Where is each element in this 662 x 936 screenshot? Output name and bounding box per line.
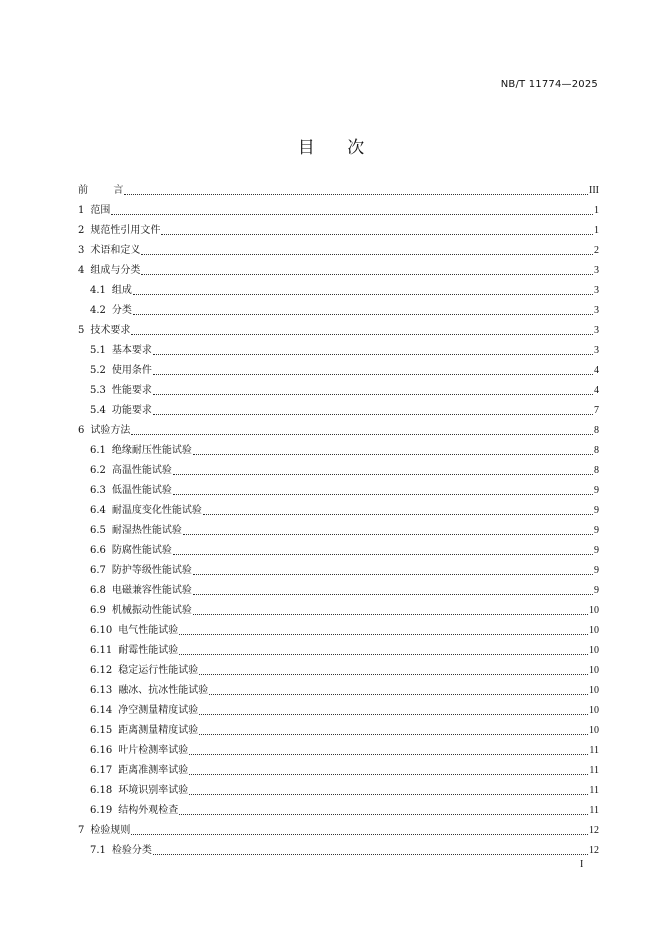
toc-entry-number: 6.18	[90, 785, 113, 796]
toc-entry-number: 5	[78, 325, 85, 336]
toc-entry[interactable]	[78, 238, 599, 258]
toc-leader-dots	[133, 313, 593, 315]
toc-entry-label: 环境识别率试验	[118, 785, 189, 796]
table-of-contents	[78, 178, 599, 858]
toc-leader-dots	[153, 853, 588, 855]
toc-leader-dots	[153, 373, 593, 375]
toc-entry[interactable]	[78, 798, 599, 818]
toc-entry[interactable]	[78, 218, 599, 238]
toc-entry-label: 叶片检测率试验	[118, 745, 189, 756]
toc-entry[interactable]	[78, 518, 599, 538]
toc-leader-dots	[189, 753, 588, 755]
toc-entry-number: 7	[78, 825, 85, 836]
toc-entry-number: 6.4	[90, 505, 106, 516]
toc-entry[interactable]	[78, 198, 599, 218]
toc-entry-page: 2	[594, 245, 599, 256]
toc-entry-label: 检验分类	[111, 845, 152, 856]
toc-entry-page: 11	[589, 805, 599, 816]
toc-leader-dots	[173, 493, 593, 495]
toc-entry-page: 9	[594, 565, 599, 576]
toc-entry-page: 12	[589, 845, 599, 856]
toc-leader-dots	[153, 353, 593, 355]
toc-entry-number: 6.6	[90, 545, 106, 556]
toc-leader-dots	[179, 653, 588, 655]
toc-entry-page: 10	[589, 685, 599, 696]
toc-entry-page: 1	[594, 225, 599, 236]
toc-leader-dots	[193, 593, 593, 595]
toc-entry-number: 6	[78, 425, 85, 436]
toc-entry-label: 电磁兼容性能试验	[111, 585, 192, 596]
toc-leader-dots	[173, 473, 593, 475]
toc-entry[interactable]	[78, 278, 599, 298]
toc-leader-dots	[133, 293, 593, 295]
toc-entry-number: 6.14	[90, 705, 113, 716]
toc-entry-number: 5.2	[90, 365, 106, 376]
toc-entry[interactable]	[78, 678, 599, 698]
toc-entry-number: 6.13	[90, 685, 113, 696]
toc-entry[interactable]	[78, 818, 599, 838]
toc-entry-label: 融冰、抗冰性能试验	[118, 685, 209, 696]
toc-entry-number: 1	[78, 205, 85, 216]
toc-entry-number: 6.1	[90, 445, 106, 456]
toc-leader-dots	[131, 333, 593, 335]
toc-leader-dots	[193, 573, 593, 575]
toc-entry[interactable]	[78, 618, 599, 638]
toc-entry-label: 距离准测率试验	[118, 765, 189, 776]
toc-entry-label: 防腐性能试验	[111, 545, 172, 556]
toc-entry-label: 试验方法	[90, 425, 131, 436]
toc-entry[interactable]	[78, 638, 599, 658]
toc-entry-page: 10	[589, 645, 599, 656]
toc-entry[interactable]	[78, 578, 599, 598]
toc-entry-page: 8	[594, 425, 599, 436]
toc-entry-page: 4	[594, 365, 599, 376]
toc-entry[interactable]	[78, 838, 599, 858]
toc-entry-page: 1	[594, 205, 599, 216]
toc-leader-dots	[193, 453, 593, 455]
toc-entry-page: III	[589, 185, 599, 196]
toc-entry-label: 距离测量精度试验	[118, 725, 199, 736]
toc-entry-number: 5.3	[90, 385, 106, 396]
toc-entry-number: 6.11	[90, 645, 113, 656]
toc-entry[interactable]	[78, 718, 599, 738]
toc-leader-dots	[141, 273, 593, 275]
toc-entry-label: 耐霉性能试验	[118, 645, 179, 656]
toc-entry-page: 10	[589, 605, 599, 616]
toc-entry-label: 机械振动性能试验	[111, 605, 192, 616]
toc-entry-label: 技术要求	[90, 325, 131, 336]
toc-entry-page: 8	[594, 445, 599, 456]
toc-leader-dots	[161, 233, 593, 235]
toc-entry-page: 3	[594, 305, 599, 316]
toc-leader-dots	[209, 693, 588, 695]
toc-entry[interactable]	[78, 498, 599, 518]
toc-entry-label: 低温性能试验	[111, 485, 172, 496]
toc-entry[interactable]	[78, 698, 599, 718]
toc-entry-label: 高温性能试验	[111, 465, 172, 476]
toc-entry[interactable]	[78, 258, 599, 278]
toc-entry-page: 3	[594, 285, 599, 296]
toc-entry-page: 9	[594, 485, 599, 496]
toc-leader-dots	[131, 833, 588, 835]
toc-entry-page: 11	[589, 745, 599, 756]
toc-leader-dots	[111, 213, 593, 215]
toc-entry-page: 3	[594, 325, 599, 336]
toc-entry-label: 检验规则	[90, 825, 131, 836]
toc-entry-page: 9	[594, 545, 599, 556]
toc-entry[interactable]	[78, 358, 599, 378]
toc-entry-label: 组成	[111, 285, 132, 296]
toc-leader-dots	[153, 413, 593, 415]
toc-leader-dots	[141, 253, 593, 255]
toc-entry-number: 6.7	[90, 565, 106, 576]
toc-leader-dots	[124, 193, 588, 195]
toc-entry-page: 3	[594, 345, 599, 356]
toc-entry-number: 5.1	[90, 345, 106, 356]
document-code: NB/T 11774—2025	[500, 79, 598, 90]
page-number: I	[580, 859, 584, 870]
toc-entry-label: 规范性引用文件	[90, 225, 161, 236]
toc-entry-label: 术语和定义	[90, 245, 141, 256]
toc-entry[interactable]	[78, 758, 599, 778]
toc-leader-dots	[179, 813, 588, 815]
toc-entry-label: 防护等级性能试验	[111, 565, 192, 576]
toc-entry[interactable]	[78, 478, 599, 498]
toc-entry-label: 性能要求	[111, 385, 152, 396]
toc-leader-dots	[199, 713, 588, 715]
toc-entry[interactable]	[78, 398, 599, 418]
toc-entry-number: 5.4	[90, 405, 106, 416]
toc-leader-dots	[199, 673, 588, 675]
toc-entry-page: 9	[594, 525, 599, 536]
toc-entry-page: 12	[589, 825, 599, 836]
toc-entry-page: 10	[589, 665, 599, 676]
page-title: 目 次	[297, 138, 365, 158]
toc-leader-dots	[153, 393, 593, 395]
toc-leader-dots	[189, 773, 588, 775]
toc-entry[interactable]	[78, 458, 599, 478]
toc-leader-dots	[173, 553, 593, 555]
toc-entry-page: 4	[594, 385, 599, 396]
toc-entry[interactable]	[78, 658, 599, 678]
toc-entry[interactable]	[78, 378, 599, 398]
toc-entry-number: 4.1	[90, 285, 106, 296]
toc-entry-label: 基本要求	[111, 345, 152, 356]
toc-entry-label: 使用条件	[111, 365, 152, 376]
toc-entry-number: 6.10	[90, 625, 113, 636]
toc-entry-number: 4	[78, 265, 85, 276]
toc-entry-number: 6.16	[90, 745, 113, 756]
toc-entry-page: 9	[594, 585, 599, 596]
toc-leader-dots	[193, 613, 588, 615]
toc-entry-number: 6.19	[90, 805, 113, 816]
toc-entry-number: 2	[78, 225, 85, 236]
toc-leader-dots	[183, 533, 593, 535]
toc-entry-number: 6.3	[90, 485, 106, 496]
toc-entry-page: 10	[589, 725, 599, 736]
toc-entry-number: 3	[78, 245, 85, 256]
toc-leader-dots	[131, 433, 593, 435]
toc-entry-label: 功能要求	[111, 405, 152, 416]
toc-entry-page: 3	[594, 265, 599, 276]
toc-entry[interactable]	[78, 298, 599, 318]
toc-entry-number: 7.1	[90, 845, 106, 856]
toc-entry[interactable]	[78, 538, 599, 558]
toc-entry-label: 净空测量精度试验	[118, 705, 199, 716]
toc-entry-label: 分类	[111, 305, 132, 316]
toc-entry[interactable]	[78, 438, 599, 458]
toc-entry-label: 前 言	[78, 185, 124, 196]
toc-entry[interactable]	[78, 178, 599, 198]
toc-entry-page: 10	[589, 705, 599, 716]
toc-entry[interactable]	[78, 558, 599, 578]
toc-entry-number: 6.2	[90, 465, 106, 476]
toc-leader-dots	[179, 633, 588, 635]
toc-entry[interactable]	[78, 418, 599, 438]
toc-entry-page: 8	[594, 465, 599, 476]
toc-entry-page: 9	[594, 505, 599, 516]
toc-entry-label: 电气性能试验	[118, 625, 179, 636]
toc-entry-label: 组成与分类	[90, 265, 141, 276]
toc-entry[interactable]	[78, 318, 599, 338]
toc-leader-dots	[199, 733, 588, 735]
toc-entry-page: 11	[589, 785, 599, 796]
toc-entry-number: 6.8	[90, 585, 106, 596]
toc-entry[interactable]	[78, 738, 599, 758]
toc-leader-dots	[203, 513, 593, 515]
toc-entry-number: 6.15	[90, 725, 113, 736]
toc-entry-number: 6.12	[90, 665, 113, 676]
toc-entry[interactable]	[78, 598, 599, 618]
toc-entry-label: 结构外观检查	[118, 805, 179, 816]
toc-entry-number: 6.9	[90, 605, 106, 616]
toc-entry-label: 稳定运行性能试验	[118, 665, 199, 676]
toc-entry-label: 范围	[90, 205, 111, 216]
toc-entry-number: 4.2	[90, 305, 106, 316]
toc-entry-number: 6.17	[90, 765, 113, 776]
toc-entry-number: 6.5	[90, 525, 106, 536]
toc-entry-label: 绝缘耐压性能试验	[111, 445, 192, 456]
toc-entry-page: 10	[589, 625, 599, 636]
toc-entry[interactable]	[78, 778, 599, 798]
toc-entry-page: 11	[589, 765, 599, 776]
toc-leader-dots	[189, 793, 588, 795]
toc-entry-label: 耐湿热性能试验	[111, 525, 182, 536]
toc-entry-page: 7	[594, 405, 599, 416]
toc-entry[interactable]	[78, 338, 599, 358]
toc-entry-label: 耐温度变化性能试验	[111, 505, 202, 516]
